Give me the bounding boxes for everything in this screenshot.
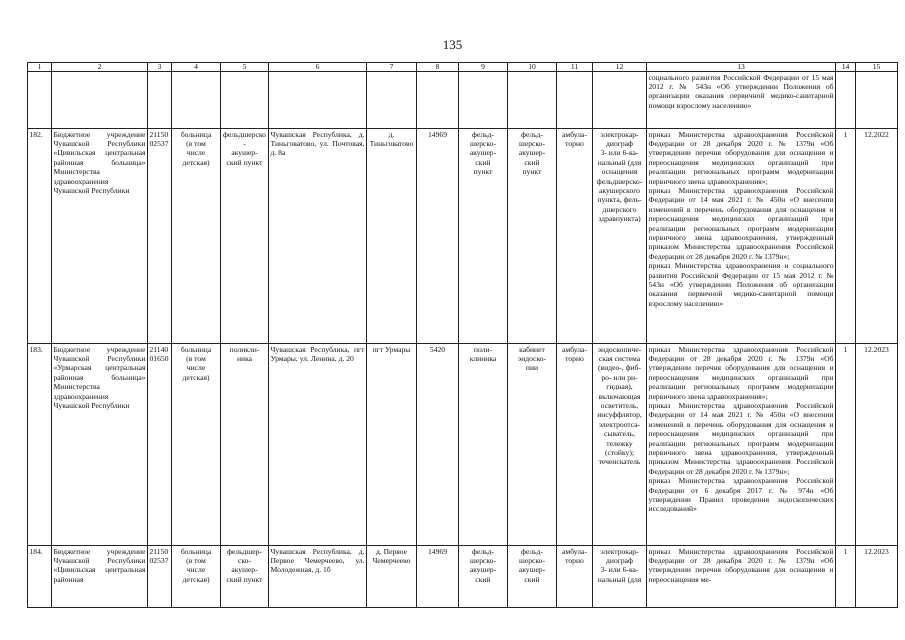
care-condition-cell: амбула- торно bbox=[557, 344, 593, 546]
column-number: 5 bbox=[221, 63, 269, 72]
page-number: 135 bbox=[442, 37, 463, 52]
division-cell: фельд- шерско- акушер- ский пункт bbox=[459, 129, 508, 344]
quantity-cell: 1 bbox=[836, 546, 856, 608]
room-cell: фельд- шерско- акушер- ский bbox=[508, 546, 557, 608]
address-cell: Чувашская Республика, д. Тиньговатово, ул. Почтовая, д. 8а bbox=[269, 129, 367, 344]
date-cell: 12.2022 bbox=[856, 129, 898, 344]
column-number: 10 bbox=[508, 63, 557, 72]
row-number: 183. bbox=[28, 344, 52, 546]
equipment-cell: электрокар- диограф 3- или 6-ка- нальный (для оснащения фельдшерско- акушерского пункта, фель- дшерского здравпункта) bbox=[593, 129, 647, 344]
unit-cell: фельдшер- ско- акушер- ский пункт bbox=[221, 546, 269, 608]
basis-cell: приказ Министерства здравоохранения Российской Федерации от 28 декабря 2020 г. № 1379н «Об утверждении перечня оборудования для оснащения и переоснащения ме- bbox=[647, 546, 836, 608]
quantity-cell: 1 bbox=[836, 129, 856, 344]
equipment-table bbox=[27, 62, 898, 608]
column-number: 14 bbox=[836, 63, 856, 72]
row-number: 184. bbox=[28, 546, 52, 608]
column-number: 8 bbox=[417, 63, 459, 72]
table-row bbox=[28, 344, 898, 546]
facility-type-cell: больница (в том числе детская) bbox=[172, 546, 221, 608]
division-cell: поли- клиника bbox=[459, 344, 508, 546]
column-number: 3 bbox=[148, 63, 172, 72]
population-cell: 14969 bbox=[417, 546, 459, 608]
room-cell: кабинет эндоско- пии bbox=[508, 344, 557, 546]
code-cell: 21150 02537 bbox=[148, 129, 172, 344]
unit-cell: поликли- ника bbox=[221, 344, 269, 546]
basis-cell: социального развития Российской Федерации от 15 мая 2012 г. № 543н «Об утверждении Положения об организации оказания первичной медико-санитарной помощи взрослому населению» bbox=[647, 72, 836, 129]
population-cell: 5420 bbox=[417, 344, 459, 546]
quantity-cell: 1 bbox=[836, 344, 856, 546]
row-number: 182. bbox=[28, 129, 52, 344]
equipment-cell: электрокар- диограф 3- или 6-ка- нальный (для bbox=[593, 546, 647, 608]
basis-cell: приказ Министерства здравоохранения Российской Федерации от 28 декабря 2020 г. № 1379н «Об утверждении перечня оборудования для оснащения и переоснащения медицинских организаций при реализации региональных программ модернизации первичного звена здравоохранения»; приказ Министерства здравоохранения Российской Федерации от 14 мая 2021 г. № 450н «О внесении изменений в перечень оборудования для оснащения и переоснащения медицинских организаций при реализации региональных программ модернизации первичного звена здравоохранения, утвержденный приказом Министерства здравоохранения Российской Федерации от 28 декабря 2020 г. № 1379н»; приказ Министерства здравоохранения и социального развития Российской Федерации от 15 мая 2012 г. № 543н «Об утверждении Положения об организации оказания первичной медико-санитарной помощи взрослому населению» bbox=[647, 129, 836, 344]
column-number-row bbox=[28, 63, 898, 72]
code-cell: 21140 01650 bbox=[148, 344, 172, 546]
column-number: 9 bbox=[459, 63, 508, 72]
column-number: 11 bbox=[557, 63, 593, 72]
basis-cell: приказ Министерства здравоохранения Российской Федерации от 28 декабря 2020 г. № 1379н «Об утверждении перечня оборудования для оснащения и переоснащения медицинских организаций при реализации региональных программ модернизации первичного звена здравоохранения»; приказ Министерства здравоохранения Российской Федерации от 14 мая 2021 г. № 450н «О внесении изменений в перечень оборудования для оснащения и переоснащения медицинских организаций при реализации региональных программ модернизации первичного звена здравоохранения, утвержденный приказом Министерства здравоохранения Российской Федерации от 28 декабря 2020 г. № 1379н»; приказ Министерства здравоохранения Российской Федерации от 6 декабря 2017 г. № 974н «Об утверждении Правил проведения эндоскопических исследований» bbox=[647, 344, 836, 546]
column-number: 4 bbox=[172, 63, 221, 72]
organization-cell: Бюджетное учреждение Чувашской Республики «Урмарская центральная районная больница» Министерства здравоохранения Чувашской Республики bbox=[52, 344, 148, 546]
settlement-cell: д. Первое Чемерчеево bbox=[367, 546, 417, 608]
address-cell: Чувашская Республика, д. Первое Чемерчеево, ул. Молодежная, д. 1б bbox=[269, 546, 367, 608]
date-cell: 12.2023 bbox=[856, 344, 898, 546]
division-cell: фельд- шерско- акушер- ский bbox=[459, 546, 508, 608]
table-row bbox=[28, 546, 898, 608]
care-condition-cell: амбула- торно bbox=[557, 129, 593, 344]
organization-cell: Бюджетное учреждение Чувашской Республики «Цивильская центральная районная bbox=[52, 546, 148, 608]
column-number: 6 bbox=[269, 63, 367, 72]
room-cell: фельд- шерско- акушер- ский пункт bbox=[508, 129, 557, 344]
facility-type-cell: больница (в том числе детская) bbox=[172, 129, 221, 344]
facility-type-cell: больница (в том числе детская) bbox=[172, 344, 221, 546]
organization-cell: Бюджетное учреждение Чувашской Республики «Цивильская центральная районная больница» Министерства здравоохранения Чувашской Республики bbox=[52, 129, 148, 344]
column-number: 1 bbox=[28, 63, 52, 72]
equipment-cell: эндоскопиче- ская система (видео-, фиб- ро- или ри- гидная), включающая осветитель, инсуффлятор, электроотса- сыватель, тележку (стойку); течеискатель bbox=[593, 344, 647, 546]
care-condition-cell: амбула- торно bbox=[557, 546, 593, 608]
column-number: 15 bbox=[856, 63, 898, 72]
date-cell: 12.2023 bbox=[856, 546, 898, 608]
settlement-cell: д. Тиньговатово bbox=[367, 129, 417, 344]
unit-cell: фельдшерско- акушер- ский пункт bbox=[221, 129, 269, 344]
address-cell: Чувашская Республика, пгт Урмары, ул. Ленина, д. 20 bbox=[269, 344, 367, 546]
column-number: 2 bbox=[52, 63, 148, 72]
table-row-continuation bbox=[28, 72, 898, 129]
code-cell: 21150 02537 bbox=[148, 546, 172, 608]
column-number: 7 bbox=[367, 63, 417, 72]
settlement-cell: пгт Урмары bbox=[367, 344, 417, 546]
column-number: 12 bbox=[593, 63, 647, 72]
table-row bbox=[28, 129, 898, 344]
population-cell: 14969 bbox=[417, 129, 459, 344]
column-number: 13 bbox=[647, 63, 836, 72]
